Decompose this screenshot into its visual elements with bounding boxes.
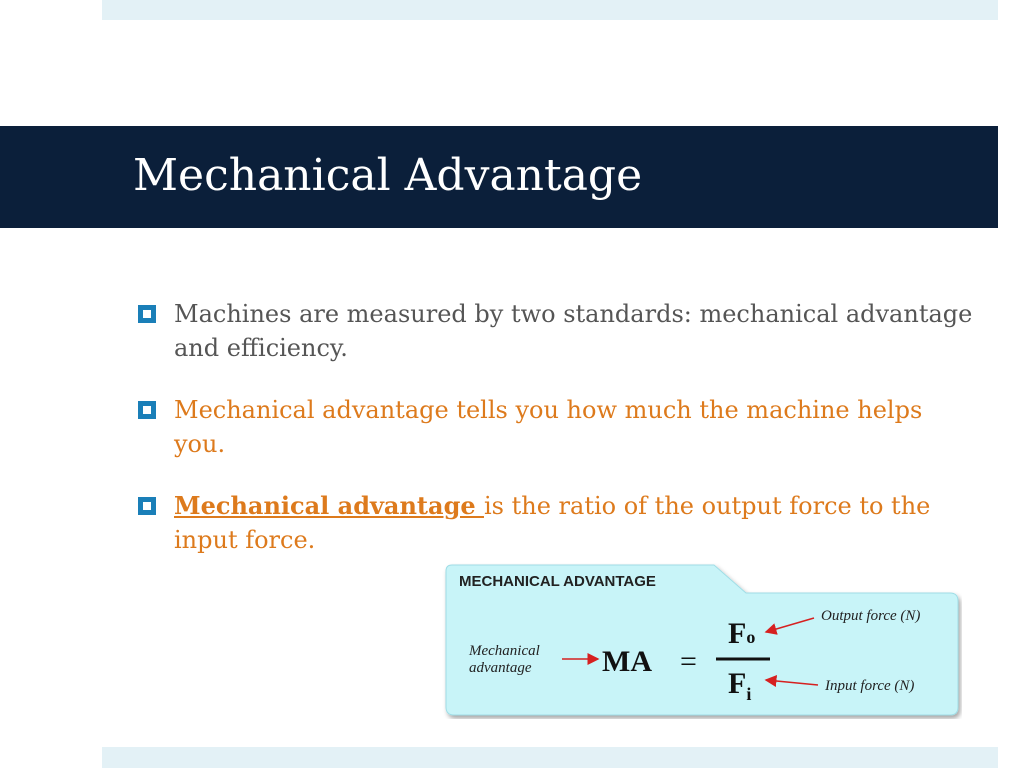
numerator — [728, 617, 755, 651]
slide-title: Mechanical Advantage — [133, 150, 643, 201]
ma-formula-diagram — [440, 563, 962, 719]
denominator — [728, 667, 751, 705]
bullet-item — [138, 393, 978, 461]
square-bullet-icon — [138, 305, 156, 323]
top-decor-band — [102, 0, 998, 20]
bullet-list — [138, 297, 978, 585]
bullet-item — [138, 489, 978, 557]
diagram-heading: MECHANICAL ADVANTAGE — [459, 573, 656, 590]
square-bullet-icon — [138, 401, 156, 419]
numerator-letter: F — [728, 617, 747, 650]
bullet-item — [138, 297, 978, 365]
denominator-letter: F — [728, 667, 747, 700]
input-force-label: Input force (N) — [825, 678, 915, 694]
equals-sign: = — [680, 645, 697, 678]
bottom-decor-band — [102, 747, 998, 768]
output-force-label: Output force (N) — [821, 608, 921, 624]
square-bullet-icon — [138, 497, 156, 515]
bullet-text: Mechanical advantage tells you how much the machine helps you. — [174, 396, 923, 458]
ma-label-line1: Mechanical — [469, 643, 540, 659]
numerator-sub: o — [746, 627, 756, 647]
bullet-term: Mechanical advantage — [174, 491, 484, 520]
bullet-text: is the ratio of the output force to the input force. — [174, 492, 931, 554]
denominator-sub: i — [746, 684, 752, 704]
bullet-text: Machines are measured by two standards: mechanical advantage and efficiency. — [174, 300, 973, 362]
ma-symbol: MA — [602, 645, 652, 678]
ma-label-line2: advantage — [469, 660, 532, 676]
